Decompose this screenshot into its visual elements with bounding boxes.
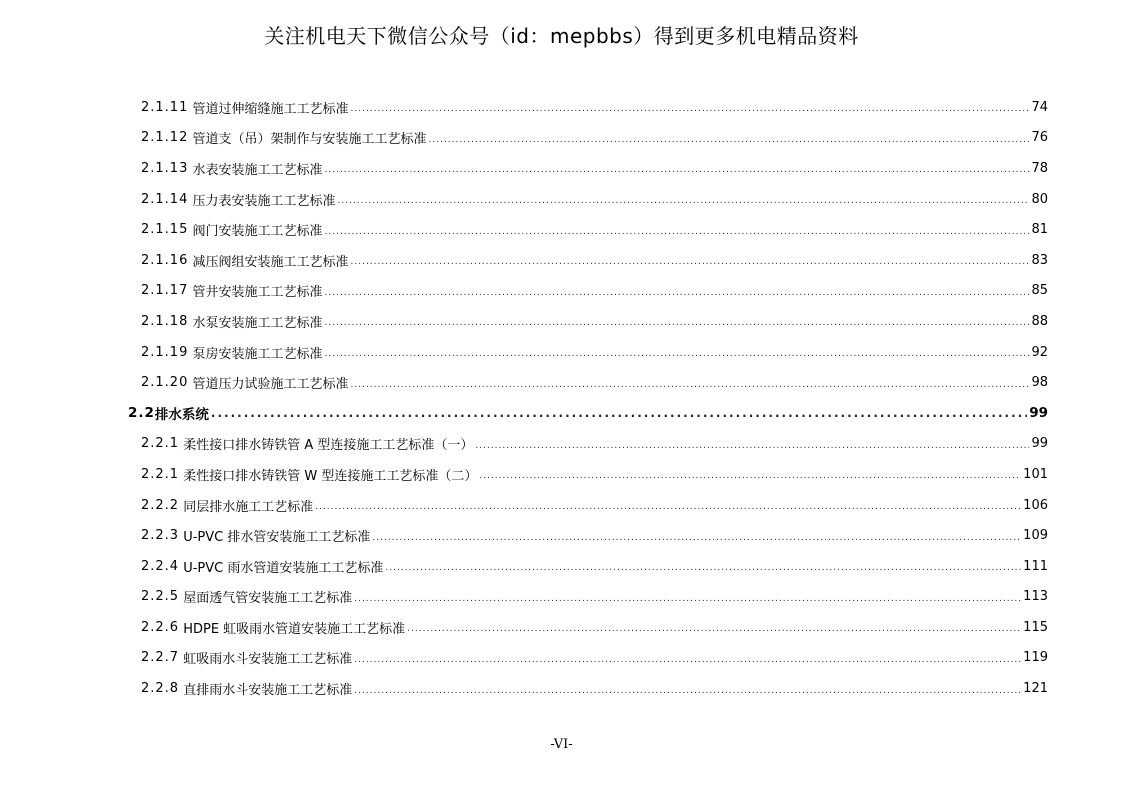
toc-dot-leader: [354, 686, 1021, 696]
toc-entry[interactable]: [128, 306, 1048, 337]
toc-dot-leader: [475, 441, 1029, 451]
toc-entry-number: 2.1.11: [141, 99, 189, 115]
toc-dot-leader: [338, 196, 1030, 206]
page-number: -VI-: [550, 737, 573, 752]
toc-dot-leader: [325, 227, 1030, 237]
toc-entry[interactable]: [128, 337, 1048, 368]
toc-entry-title: 管道压力试验施工工艺标准: [188, 377, 349, 393]
toc-dot-leader: [351, 257, 1030, 267]
toc-entry-title: 排水系统: [154, 407, 209, 424]
toc-entry[interactable]: [128, 367, 1048, 398]
toc-dot-leader: [385, 563, 1021, 573]
toc-dot-leader: [429, 135, 1030, 145]
toc-entry-page: 78: [1031, 160, 1048, 176]
toc-entry-title: 管道过伸缩缝施工工艺标准: [188, 101, 349, 117]
toc-entry[interactable]: [128, 520, 1048, 551]
toc-entry-page: 92: [1031, 344, 1048, 360]
toc-entry-number: 2.1.12: [141, 130, 189, 146]
toc-entry-page: 113: [1023, 589, 1048, 605]
toc-entry[interactable]: [128, 551, 1048, 582]
toc-entry-number: 2.1.15: [141, 222, 189, 238]
toc-entry-title: 泵房安装施工工艺标准: [188, 346, 323, 362]
toc-entry-title: 柔性接口排水铸铁管 W 型连接施工工艺标准（二）: [179, 468, 478, 484]
toc-entry-number: 2.2.7: [141, 650, 180, 666]
toc-entry[interactable]: [128, 612, 1048, 643]
toc-entry-number: 2.1.13: [141, 160, 189, 176]
toc-dot-leader: [479, 471, 1021, 481]
toc-dot-leader: [325, 349, 1030, 359]
toc-dot-leader: [407, 624, 1021, 634]
toc-entry-title: U-PVC 雨水管道安装施工工艺标准: [179, 560, 384, 576]
toc-entry[interactable]: [128, 276, 1048, 307]
toc-entry[interactable]: [128, 214, 1048, 245]
table-of-contents: [128, 92, 1048, 704]
toc-dot-leader: [354, 655, 1021, 665]
toc-entry-page: 81: [1031, 222, 1048, 238]
toc-entry[interactable]: [128, 92, 1048, 123]
toc-entry-page: 111: [1023, 558, 1048, 574]
toc-entry[interactable]: [128, 459, 1048, 490]
toc-entry-title: 虹吸雨水斗安装施工工艺标准: [179, 652, 353, 668]
toc-dot-leader: [372, 533, 1021, 543]
toc-entry-title: 减压阀组安装施工工艺标准: [188, 254, 349, 270]
toc-entry-page: 98: [1031, 375, 1048, 391]
toc-entry-number: 2.1.17: [141, 283, 189, 299]
toc-entry-number: 2.2.8: [141, 681, 180, 697]
toc-entry-title: 柔性接口排水铸铁管 A 型连接施工工艺标准（一）: [179, 438, 474, 454]
toc-dot-leader: [325, 165, 1030, 175]
toc-entry-page: 74: [1031, 99, 1048, 115]
toc-dot-leader: [315, 502, 1021, 512]
toc-entry-number: 2.2.4: [141, 558, 180, 574]
toc-entry-page: 101: [1023, 466, 1048, 482]
toc-dot-leader: [325, 318, 1030, 328]
toc-entry-title: 同层排水施工工艺标准: [179, 499, 314, 515]
toc-entry[interactable]: [128, 643, 1048, 674]
toc-entry-number: 2.2.3: [141, 528, 180, 544]
toc-entry-page: 85: [1031, 283, 1048, 299]
toc-entry-number: 2.2.5: [141, 589, 180, 605]
toc-entry[interactable]: [128, 490, 1048, 521]
toc-entry-title: 直排雨水斗安装施工工艺标准: [179, 683, 353, 699]
page-header: 关注机电天下微信公众号（id：mepbbs）得到更多机电精品资料: [264, 24, 859, 48]
toc-entry-page: 106: [1023, 497, 1048, 513]
toc-entry-number: 2.2.1: [141, 466, 180, 482]
toc-entry-page: 121: [1023, 681, 1048, 697]
toc-section-entry[interactable]: [128, 398, 1048, 429]
toc-entry-page: 99: [1031, 436, 1048, 452]
toc-dot-leader: [354, 594, 1021, 604]
toc-entry[interactable]: [128, 673, 1048, 704]
toc-entry-page: 80: [1031, 191, 1048, 207]
toc-entry-title: 管道支（吊）架制作与安装施工工艺标准: [188, 132, 427, 148]
toc-dot-leader: [351, 104, 1030, 114]
toc-entry-number: 2.1.19: [141, 344, 189, 360]
toc-entry[interactable]: [128, 582, 1048, 613]
toc-entry-page: 76: [1031, 130, 1048, 146]
toc-entry-title: 水泵安装施工工艺标准: [188, 315, 323, 331]
toc-dot-leader: [325, 288, 1030, 298]
toc-entry-title: 压力表安装施工工艺标准: [188, 193, 336, 209]
toc-entry-number: 2.1.16: [141, 252, 189, 268]
toc-entry-title: 屋面透气管安装施工工艺标准: [179, 591, 353, 607]
toc-entry[interactable]: [128, 153, 1048, 184]
toc-entry-page: 109: [1023, 528, 1048, 544]
toc-entry-number: 2.1.20: [141, 375, 189, 391]
toc-entry-title: 阀门安装施工工艺标准: [188, 224, 323, 240]
toc-dot-leader: [351, 380, 1030, 390]
toc-entry-number: 2.2.1: [141, 436, 180, 452]
toc-entry[interactable]: [128, 123, 1048, 154]
toc-entry-number: 2.1.18: [141, 313, 189, 329]
toc-entry[interactable]: [128, 184, 1048, 215]
toc-entry-title: 管井安装施工工艺标准: [188, 285, 323, 301]
toc-entry-page: 88: [1031, 313, 1048, 329]
toc-entry[interactable]: [128, 429, 1048, 460]
toc-entry-page: 119: [1023, 650, 1048, 666]
toc-entry-page: 115: [1023, 619, 1048, 635]
toc-entry-number: 2.2.6: [141, 619, 180, 635]
toc-entry-title: 水表安装施工工艺标准: [188, 162, 323, 178]
toc-entry-title: U-PVC 排水管安装施工工艺标准: [179, 530, 371, 546]
toc-dot-leader: [211, 406, 1027, 420]
toc-entry-title: HDPE 虹吸雨水管道安装施工工艺标准: [179, 621, 406, 637]
toc-entry-page: 83: [1031, 252, 1048, 268]
toc-entry-page: 99: [1029, 405, 1048, 422]
toc-entry-number: 2.1.14: [141, 191, 189, 207]
toc-entry-number: 2.2: [128, 405, 155, 422]
toc-entry-number: 2.2.2: [141, 497, 180, 513]
toc-entry[interactable]: [128, 245, 1048, 276]
